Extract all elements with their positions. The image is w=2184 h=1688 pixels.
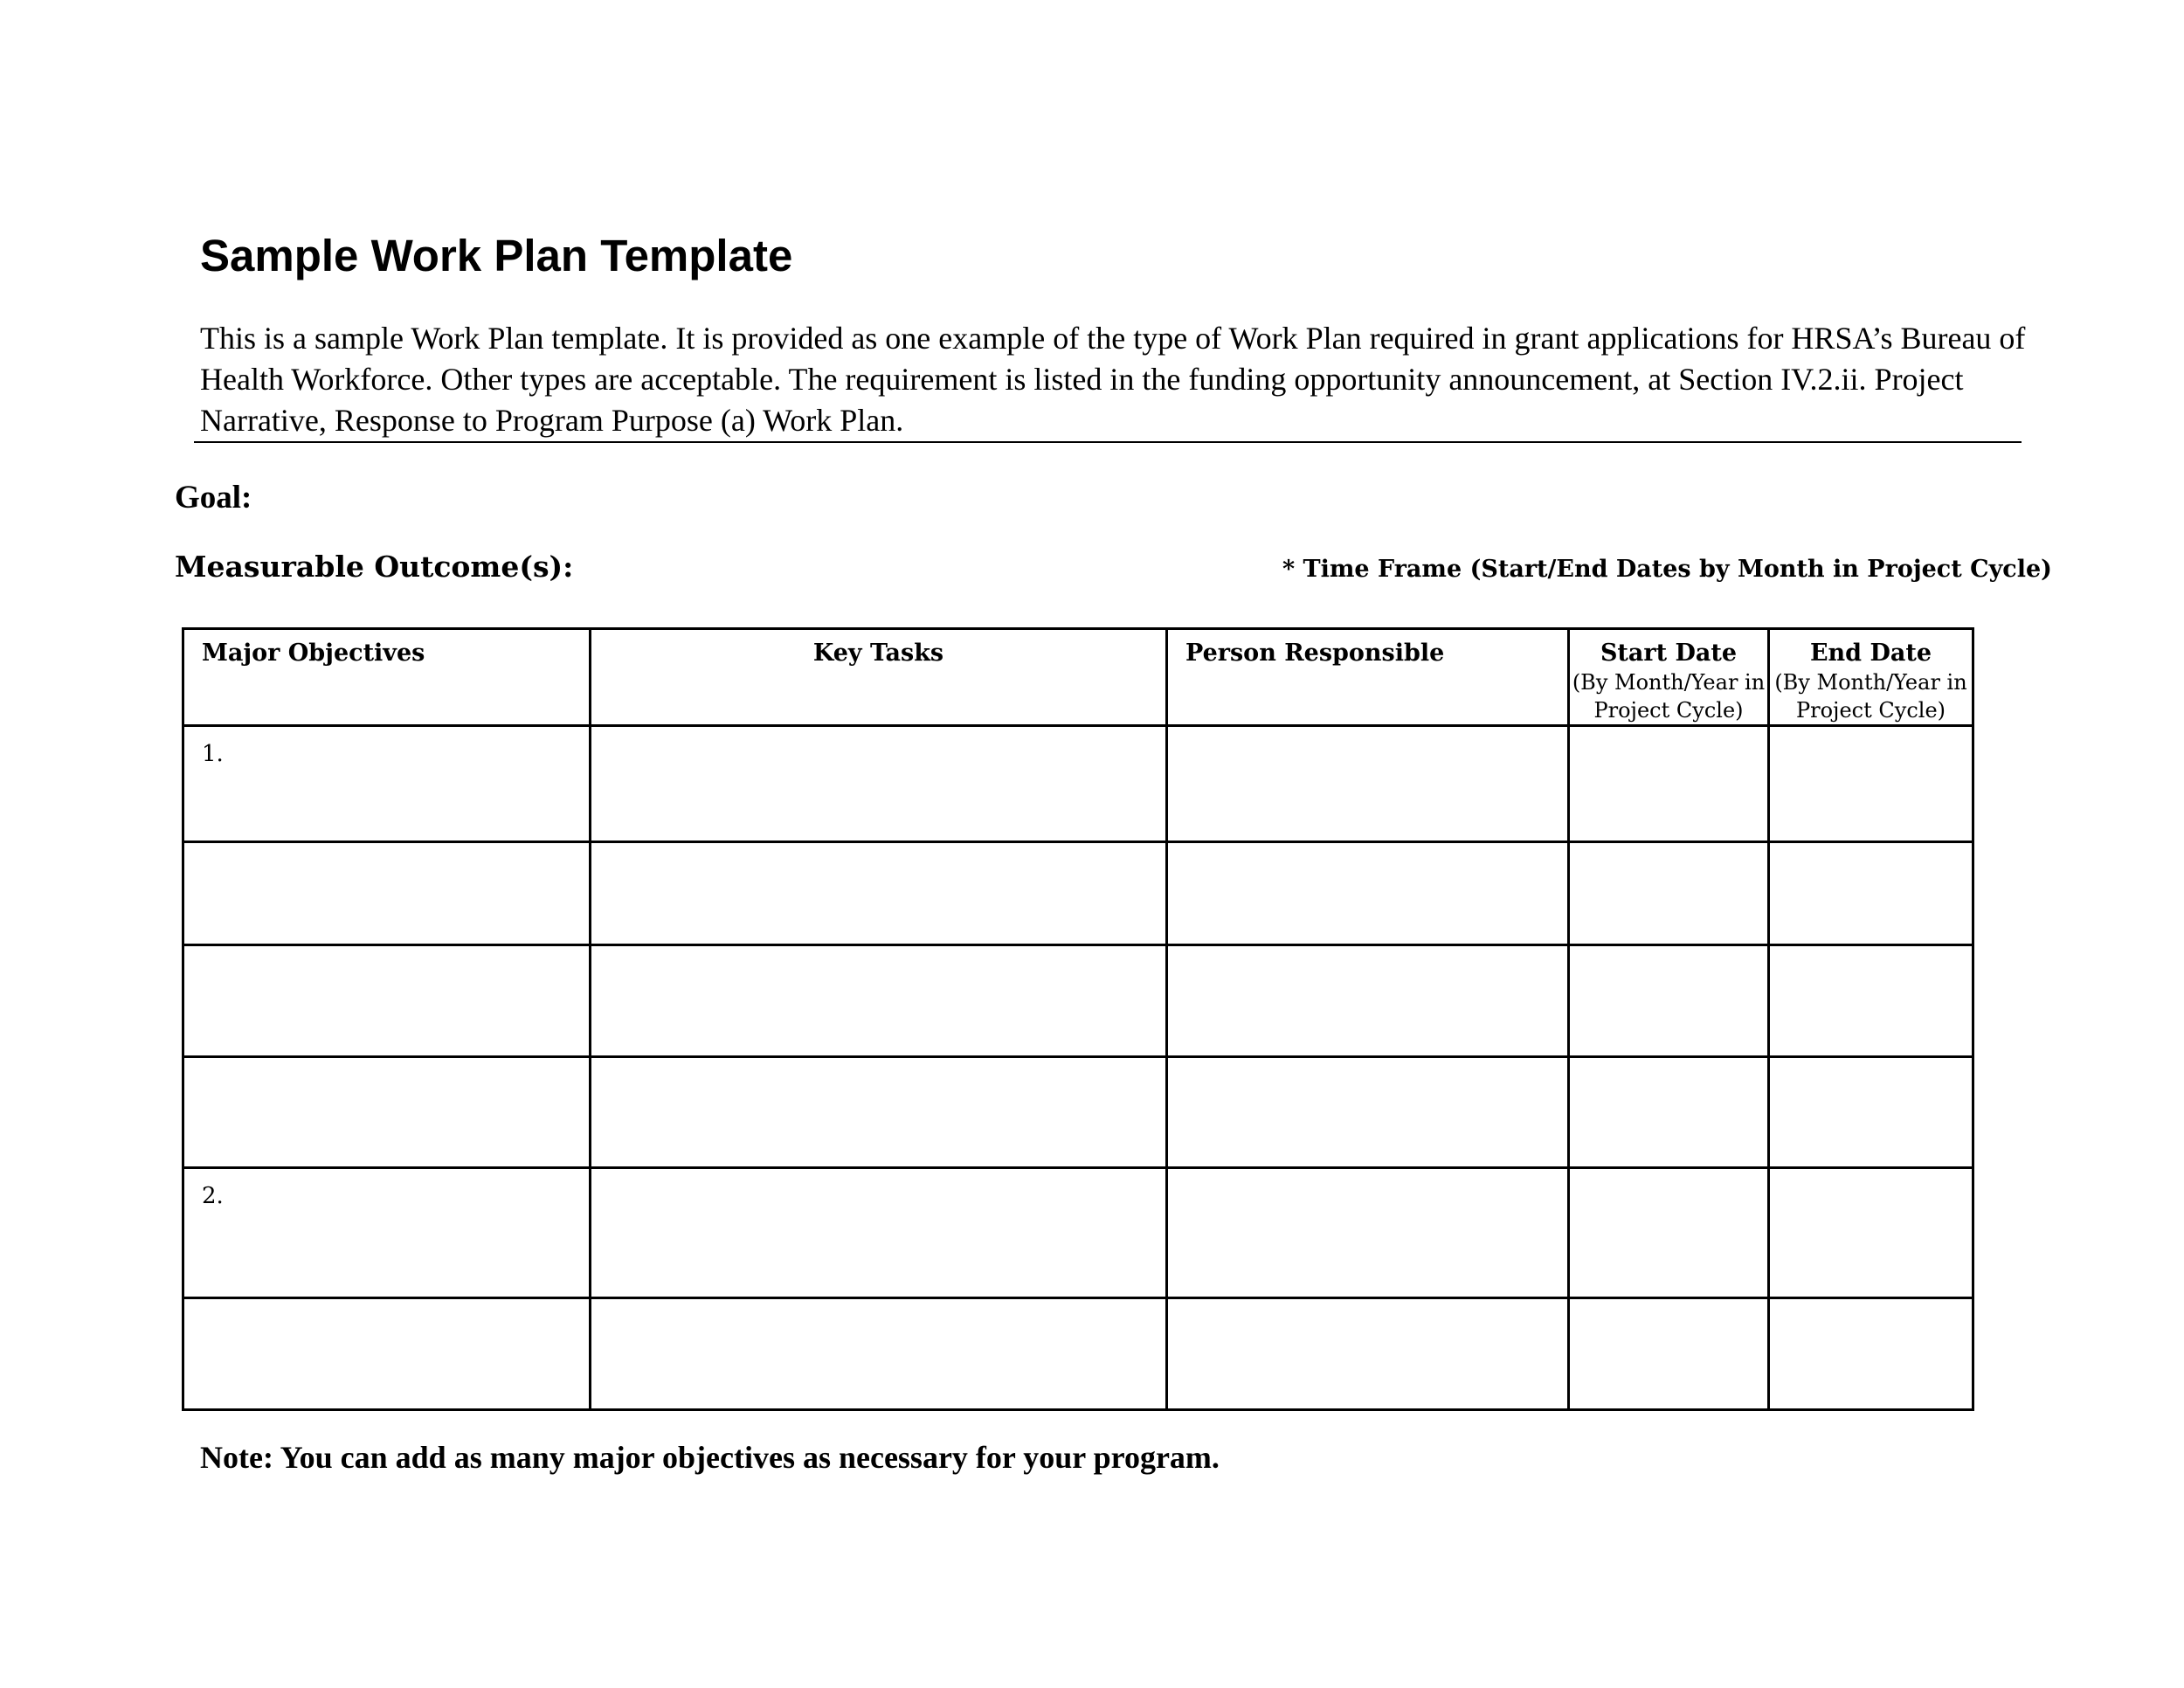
key-tasks-cell[interactable]	[591, 726, 1167, 842]
key-tasks-cell[interactable]	[591, 945, 1167, 1057]
start-date-cell[interactable]	[1569, 1168, 1769, 1298]
work-plan-table	[182, 627, 1974, 1411]
header-end-date	[1769, 629, 1973, 726]
header-major-objectives: Major Objectives	[183, 629, 591, 726]
table-header-row	[183, 629, 1973, 726]
goal-label: Goal:	[175, 480, 252, 515]
time-frame-note: * Time Frame (Start/End Dates by Month in Project Cycle)	[1282, 556, 2052, 583]
start-date-cell[interactable]	[1569, 945, 1769, 1057]
header-start-date-sub: (By Month/Year in Project Cycle)	[1572, 670, 1766, 723]
person-responsible-cell[interactable]	[1167, 945, 1569, 1057]
page-title: Sample Work Plan Template	[200, 231, 793, 280]
person-responsible-cell[interactable]	[1167, 1057, 1569, 1168]
key-tasks-cell[interactable]	[591, 842, 1167, 945]
end-date-cell[interactable]	[1769, 1168, 1973, 1298]
header-person-responsible: Person Responsible	[1167, 629, 1569, 726]
start-date-cell[interactable]	[1569, 1057, 1769, 1168]
objective-cell[interactable]	[183, 1298, 591, 1410]
table-row	[183, 1057, 1973, 1168]
table-row	[183, 1168, 1973, 1298]
header-end-date-title: End Date	[1809, 640, 1932, 667]
end-date-cell[interactable]	[1769, 1298, 1973, 1410]
header-end-date-sub: (By Month/Year in Project Cycle)	[1774, 670, 1967, 723]
person-responsible-cell[interactable]	[1167, 1168, 1569, 1298]
start-date-cell[interactable]	[1569, 1298, 1769, 1410]
objective-cell[interactable]: 1.	[183, 726, 591, 842]
objective-cell[interactable]	[183, 1057, 591, 1168]
divider-line	[194, 441, 2022, 443]
start-date-cell[interactable]	[1569, 726, 1769, 842]
key-tasks-cell[interactable]	[591, 1298, 1167, 1410]
start-date-cell[interactable]	[1569, 842, 1769, 945]
end-date-cell[interactable]	[1769, 842, 1973, 945]
table-row	[183, 726, 1973, 842]
person-responsible-cell[interactable]	[1167, 842, 1569, 945]
footer-note: Note: You can add as many major objectives as necessary for your program.	[200, 1440, 1220, 1475]
header-start-date	[1569, 629, 1769, 726]
objective-cell[interactable]	[183, 945, 591, 1057]
key-tasks-cell[interactable]	[591, 1168, 1167, 1298]
objective-cell[interactable]: 2.	[183, 1168, 591, 1298]
measurable-outcome-label: Measurable Outcome(s):	[175, 550, 574, 584]
end-date-cell[interactable]	[1769, 726, 1973, 842]
end-date-cell[interactable]	[1769, 1057, 1973, 1168]
table-row	[183, 945, 1973, 1057]
end-date-cell[interactable]	[1769, 945, 1973, 1057]
objective-cell[interactable]	[183, 842, 591, 945]
person-responsible-cell[interactable]	[1167, 726, 1569, 842]
intro-paragraph: This is a sample Work Plan template. It is provided as one example of the type of Work Plan required in grant applications for HRSA’s Bureau of Health Workforce. Other types are acceptable. The requirement is listed in the funding opportunity announcement, at Section IV.2.ii. Project Narrative, Response to Program Purpose (a) Work Plan.	[200, 321, 2026, 438]
table-row	[183, 1298, 1973, 1410]
table-row	[183, 842, 1973, 945]
header-key-tasks: Key Tasks	[591, 629, 1167, 726]
key-tasks-cell[interactable]	[591, 1057, 1167, 1168]
person-responsible-cell[interactable]	[1167, 1298, 1569, 1410]
header-start-date-title: Start Date	[1600, 640, 1738, 667]
